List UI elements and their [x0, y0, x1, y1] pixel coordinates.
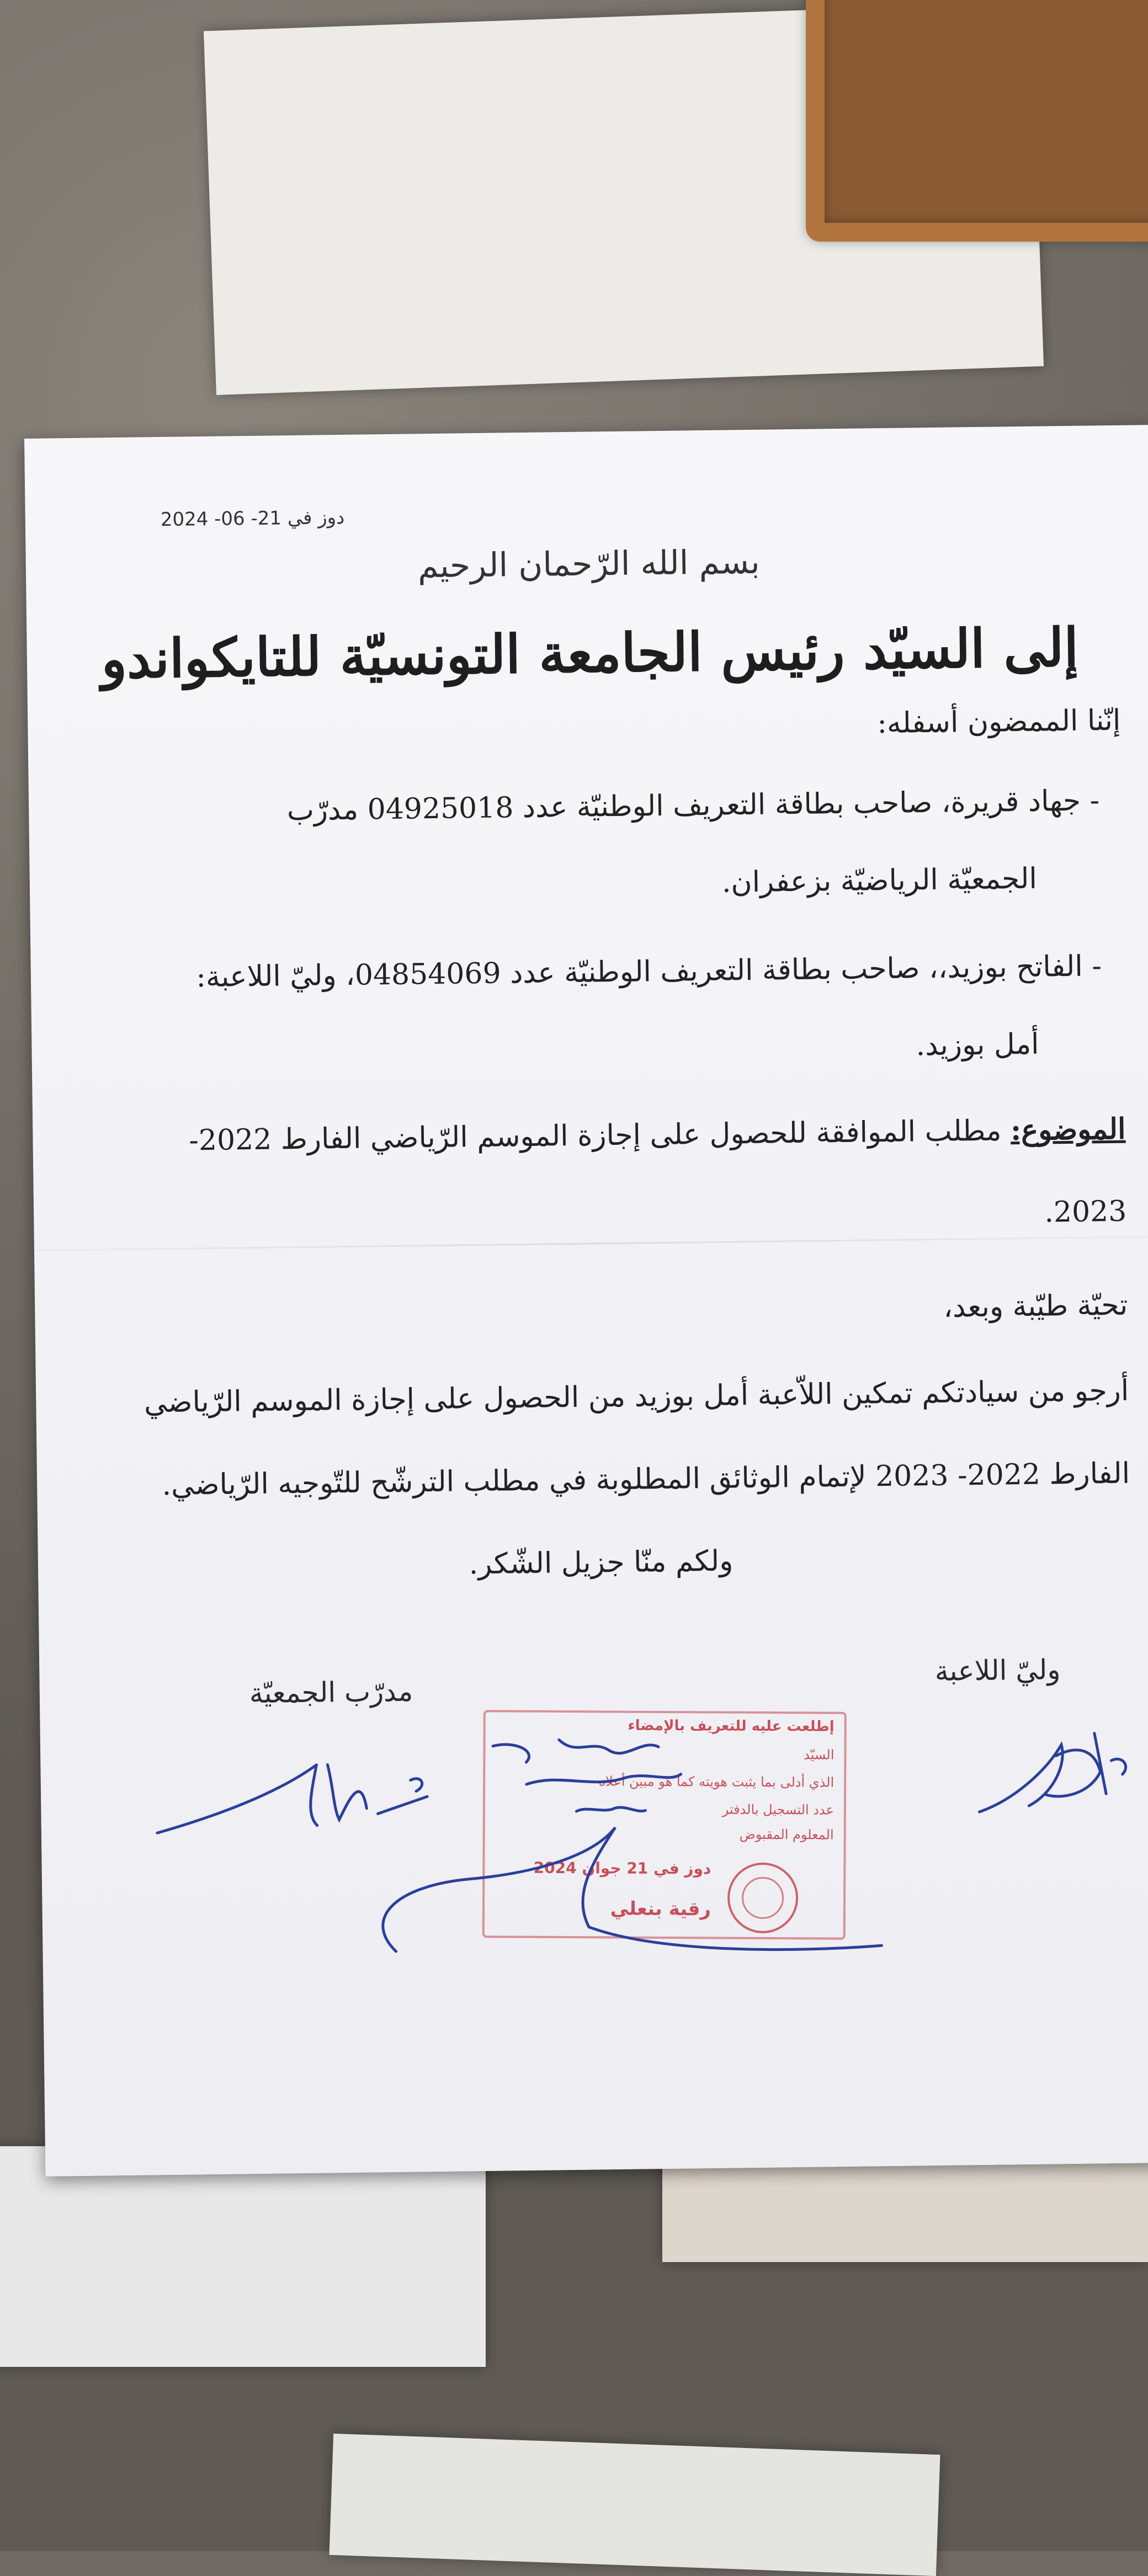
closing-line: ولكم منّا جزيل الشّكر.: [469, 1544, 734, 1581]
background-card-bottom-left: [0, 2146, 486, 2367]
stamp-title: إطلعت عليه للتعريف بالإمضاء: [628, 1717, 835, 1735]
signatory-2-line-1: - الفاتح بوزيد،، صاحب بطاقة التعريف الوطنيّة عدد 04854069، وليّ اللاعبة:: [196, 950, 1102, 994]
stamp-date: دوز في 21 جوان 2024: [533, 1858, 711, 1878]
basmala: بسم الله الرّحمان الرحيم: [417, 542, 761, 586]
signatory-2-line-2: أمل بوزيد.: [916, 1027, 1039, 1063]
subject-label: الموضوع:: [1010, 1112, 1126, 1148]
subject-text: مطلب الموافقة للحصول على إجازة الموسم الرّياضي الفارط 2022-: [188, 1114, 1011, 1158]
background-card-bottom: [329, 2434, 940, 2576]
stamp-register-line: عدد التسجيل بالدفتر: [722, 1801, 835, 1818]
stamp-official-name: رقية بنعلي: [610, 1897, 711, 1921]
guardian-signature-label: وليّ اللاعبة: [934, 1654, 1061, 1688]
letter-date: دوز في 21- 06- 2024: [160, 506, 345, 531]
letter-addressee: إلى السيّد رئيس الجامعة التونسيّة للتايكواندو: [100, 616, 1079, 691]
body-line-1: أرجو من سيادتكم تمكين اللاّعبة أمل بوزيد من الحصول على إجازة الموسم الرّياضي: [144, 1374, 1129, 1420]
stamp-handwriting: [327, 1714, 910, 1986]
letter-page: [24, 425, 1148, 2177]
wooden-frame: [806, 0, 1148, 242]
coach-signature-label: مدرّب الجمعيّة: [249, 1675, 413, 1710]
body-line-2: الفارط 2022- 2023 لإتمام الوثائق المطلوبة في مطلب الترشّح للتّوجيه الرّياضي.: [162, 1457, 1130, 1502]
signatory-1-line-2: الجمعيّة الرياضيّة بزعفران.: [721, 862, 1038, 899]
greeting: تحيّة طيّبة وبعد،: [943, 1288, 1128, 1324]
signatory-1-line-1: - جهاد قريرة، صاحب بطاقة التعريف الوطنيّة عدد 04925018 مدرّب: [286, 784, 1100, 828]
paper-fold: [34, 1236, 1148, 1251]
intro-line: إنّنا الممضون أسفله:: [877, 703, 1121, 740]
subject-line: [189, 1112, 1126, 1158]
stamp-name-line: السيّد: [804, 1747, 835, 1763]
stamp-identity-line: الذي أدلى بما يثبت هويته كما هو مبين أعلاه: [598, 1773, 835, 1790]
subject-line-2: 2023.: [1044, 1194, 1127, 1229]
stamp-fee-line: المعلوم المقبوض: [739, 1826, 834, 1843]
guardian-signature: [967, 1711, 1134, 1834]
